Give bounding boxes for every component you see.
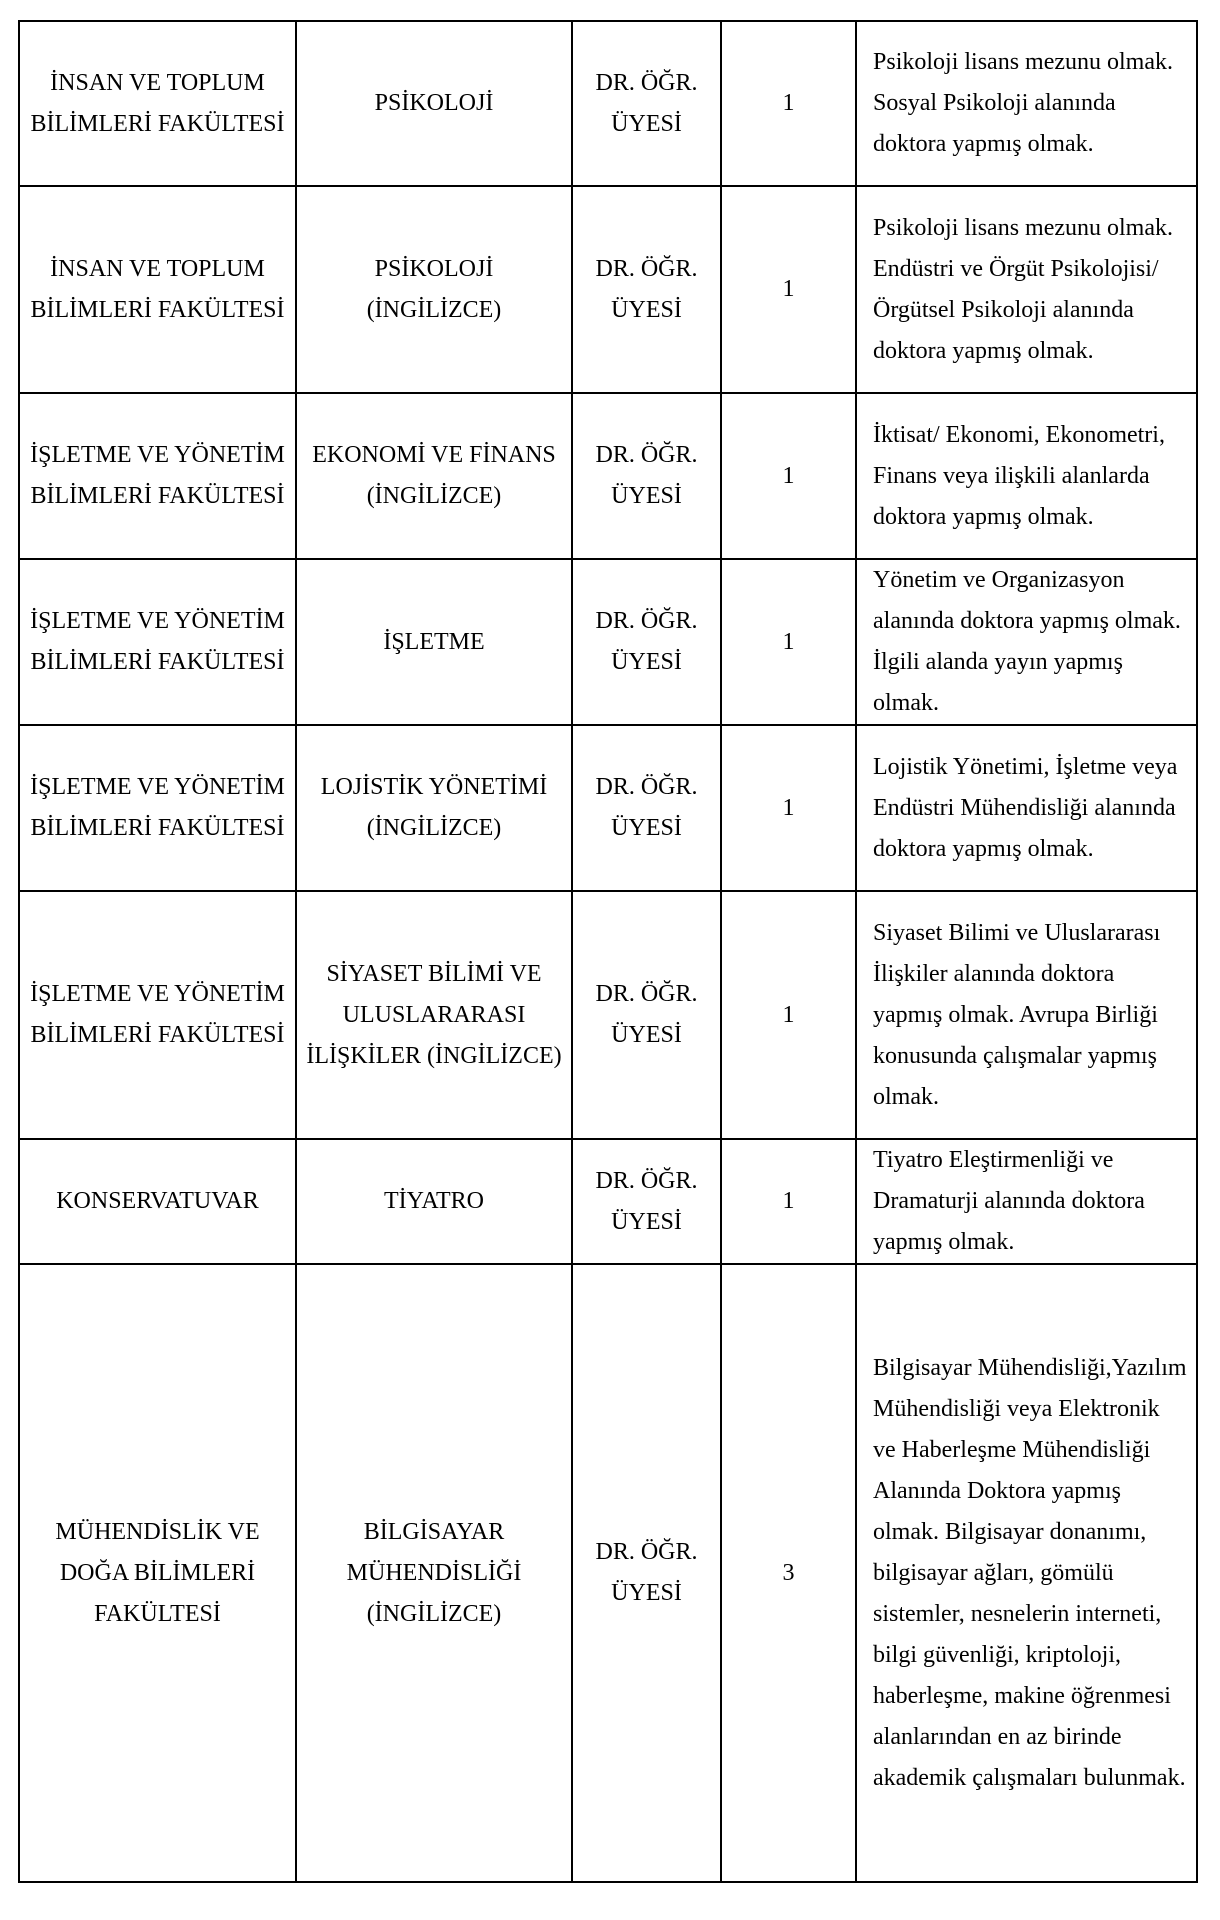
- title-cell: DR. ÖĞR. ÜYESİ: [572, 1139, 721, 1264]
- department-cell: EKONOMİ VE FİNANS (İNGİLİZCE): [296, 393, 572, 559]
- requirement-cell: Yönetim ve Organizasyon alanında doktora yapmış olmak. İlgili alanda yayın yapmış olmak.: [856, 559, 1197, 725]
- faculty-cell: İŞLETME VE YÖNETİM BİLİMLERİ FAKÜLTESİ: [19, 891, 296, 1139]
- requirement-cell: İktisat/ Ekonomi, Ekonometri, Finans veya ilişkili alanlarda doktora yapmış olmak.: [856, 393, 1197, 559]
- title-cell: DR. ÖĞR. ÜYESİ: [572, 725, 721, 891]
- faculty-cell: İŞLETME VE YÖNETİM BİLİMLERİ FAKÜLTESİ: [19, 393, 296, 559]
- faculty-cell: İNSAN VE TOPLUM BİLİMLERİ FAKÜLTESİ: [19, 21, 296, 186]
- department-cell: İŞLETME: [296, 559, 572, 725]
- title-cell: DR. ÖĞR. ÜYESİ: [572, 21, 721, 186]
- requirement-cell: Lojistik Yönetimi, İşletme veya Endüstri Mühendisliği alanında doktora yapmış olmak.: [856, 725, 1197, 891]
- faculty-cell: İŞLETME VE YÖNETİM BİLİMLERİ FAKÜLTESİ: [19, 725, 296, 891]
- requirement-cell: Psikoloji lisans mezunu olmak. Endüstri ve Örgüt Psikolojisi/Örgütsel Psikoloji alanında doktora yapmış olmak.: [856, 186, 1197, 393]
- department-cell: TİYATRO: [296, 1139, 572, 1264]
- table-row: [19, 1264, 1197, 1882]
- table-row: [19, 393, 1197, 559]
- count-cell: 1: [721, 725, 856, 891]
- table-row: [19, 725, 1197, 891]
- department-cell: PSİKOLOJİ (İNGİLİZCE): [296, 186, 572, 393]
- department-cell: PSİKOLOJİ: [296, 21, 572, 186]
- table-row: [19, 1139, 1197, 1264]
- count-cell: 1: [721, 559, 856, 725]
- department-cell: BİLGİSAYAR MÜHENDİSLİĞİ (İNGİLİZCE): [296, 1264, 572, 1882]
- title-cell: DR. ÖĞR. ÜYESİ: [572, 186, 721, 393]
- positions-table: [18, 20, 1198, 1883]
- faculty-cell: İŞLETME VE YÖNETİM BİLİMLERİ FAKÜLTESİ: [19, 559, 296, 725]
- faculty-cell: KONSERVATUVAR: [19, 1139, 296, 1264]
- table-row: [19, 891, 1197, 1139]
- table-row: [19, 186, 1197, 393]
- count-cell: 1: [721, 393, 856, 559]
- title-cell: DR. ÖĞR. ÜYESİ: [572, 891, 721, 1139]
- faculty-cell: İNSAN VE TOPLUM BİLİMLERİ FAKÜLTESİ: [19, 186, 296, 393]
- requirement-cell: Siyaset Bilimi ve Uluslararası İlişkiler alanında doktora yapmış olmak. Avrupa Birliği konusunda çalışmalar yapmış olmak.: [856, 891, 1197, 1139]
- department-cell: SİYASET BİLİMİ VE ULUSLARARASI İLİŞKİLER (İNGİLİZCE): [296, 891, 572, 1139]
- count-cell: 1: [721, 1139, 856, 1264]
- requirement-cell: Tiyatro Eleştirmenliği ve Dramaturji alanında doktora yapmış olmak.: [856, 1139, 1197, 1264]
- title-cell: DR. ÖĞR. ÜYESİ: [572, 393, 721, 559]
- requirement-cell: Bilgisayar Mühendisliği,Yazılım Mühendisliği veya Elektronik ve Haberleşme Mühendisliği Alanında Doktora yapmış olmak. Bilgisayar donanımı, bilgisayar ağları, gömülü sistemler, nesnelerin interneti, bilgi güvenliği, kriptoloji, haberleşme, makine öğrenmesi alanlarından en az birinde akademik çalışmaları bulunmak.: [856, 1264, 1197, 1882]
- count-cell: 3: [721, 1264, 856, 1882]
- count-cell: 1: [721, 21, 856, 186]
- title-cell: DR. ÖĞR. ÜYESİ: [572, 559, 721, 725]
- table-row: [19, 21, 1197, 186]
- table-row: [19, 559, 1197, 725]
- count-cell: 1: [721, 891, 856, 1139]
- faculty-cell: MÜHENDİSLİK VE DOĞA BİLİMLERİ FAKÜLTESİ: [19, 1264, 296, 1882]
- department-cell: LOJİSTİK YÖNETİMİ (İNGİLİZCE): [296, 725, 572, 891]
- requirement-cell: Psikoloji lisans mezunu olmak. Sosyal Psikoloji alanında doktora yapmış olmak.: [856, 21, 1197, 186]
- count-cell: 1: [721, 186, 856, 393]
- title-cell: DR. ÖĞR. ÜYESİ: [572, 1264, 721, 1882]
